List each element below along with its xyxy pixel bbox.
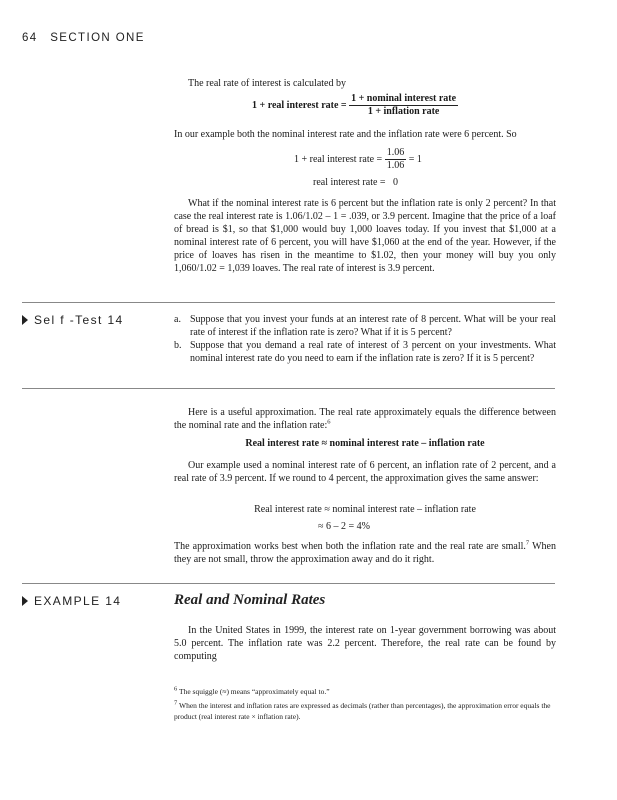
divider <box>22 302 555 303</box>
paragraph-real-rate-example: What if the nominal interest rate is 6 percent but the inflation rate is only 2 percent? In that case the real interest rate is 1.06/1.02 – 1 = .039, or 3.9 percent. Imagine that the price of a loaf of bread is $1, so that $1,000 would buy 1,000 loaves today. If you invest that $1,000 at a nominal interest rate of 6 percent, you will have $1,060 at the end of the year. However, if the price of loaves has risen in the meantime to $1.02, then your money will buy you only 1,060/1.02 = 1,039 loaves. The real rate of interest is 3.9 percent. <box>174 198 556 274</box>
divider <box>22 388 555 389</box>
list-item: a. Suppose that you invest your funds at an interest rate of 8 percent. What will be your real rate of interest if the inflation rate is zero? What if it is 5 percent? <box>174 314 556 338</box>
formula2-lhs: 1 + real interest rate = <box>294 153 383 165</box>
footnote-ref: 6 <box>327 418 331 426</box>
formula-real-rate <box>252 93 458 118</box>
example-line: In our example both the nominal interest rate and the inflation rate were 6 percent. So <box>174 129 517 140</box>
running-header <box>22 32 145 44</box>
footnote-6: $^6$ The squiggle (≈) means “approximately equal to.” <box>174 685 330 696</box>
formula-lhs: 1 + real interest rate = <box>252 99 347 111</box>
self-test-label: Sel f -Test 14 <box>22 313 124 327</box>
approximation-paragraph: Here is a useful approximation. The real rate approximately equals the difference between the nominal rate and the inflation rate:$^6$ <box>174 407 556 431</box>
formula2-rhs: = 1 <box>408 153 422 165</box>
formula-result: real interest rate = 0 <box>313 177 399 188</box>
section-title: SECTION ONE <box>50 32 145 44</box>
page-number: 64 <box>22 32 38 44</box>
approximation-note-paragraph: The approximation works best when both the inflation rate and the real rate are small.$^7$ When they are not small, throw the approximation away and do it right. <box>174 539 556 565</box>
footnote-7: $^7$ When the interest and inflation rates are expressed as decimals (rather than percentages), the approximation error equals the product (real interest rate × inflation rate). <box>174 699 551 721</box>
formula-fraction <box>349 93 458 118</box>
formula2-denominator: 1.06 <box>386 160 405 171</box>
divider <box>22 583 555 584</box>
example-label: EXAMPLE 14 <box>22 594 121 608</box>
intro-line: The real rate of interest is calculated by <box>188 78 346 89</box>
example-title: Real and Nominal Rates <box>174 592 326 608</box>
formula2-numerator: 1.06 <box>386 147 405 158</box>
approximation-example-paragraph: Our example used a nominal interest rate of 6 percent, an inflation rate of 2 percent, and a real rate of 3.9 percent. If we round to 4 percent, the approximation gives the same answer: <box>174 460 556 484</box>
self-test-list <box>174 313 556 365</box>
formula2-fraction <box>385 147 407 172</box>
formula-denominator: 1 + inflation rate <box>367 106 440 117</box>
list-item: b. Suppose that you demand a real rate of interest of 3 percent on your investments. What nominal interest rate do you need to earn if the inflation rate is zero? If it is 5 percent? <box>174 340 556 364</box>
triangle-icon <box>22 315 28 325</box>
formula-numerator: 1 + nominal interest rate <box>351 93 457 104</box>
example-paragraph: In the United States in 1999, the interest rate on 1-year government borrowing was about 5.0 percent. The inflation rate was 2.2 percent. Therefore, the real rate can be found by computing <box>174 625 556 662</box>
formula-example <box>294 147 422 172</box>
footnote-ref: 7 <box>525 539 530 547</box>
triangle-icon <box>22 596 28 606</box>
approx-formula-line2: ≈ 6 – 2 = 4% <box>318 521 370 532</box>
approximation-formula: Real interest rate ≈ nominal interest rate – inflation rate <box>245 438 485 449</box>
approx-formula-line1: Real interest rate ≈ nominal interest rate – inflation rate <box>254 504 476 515</box>
